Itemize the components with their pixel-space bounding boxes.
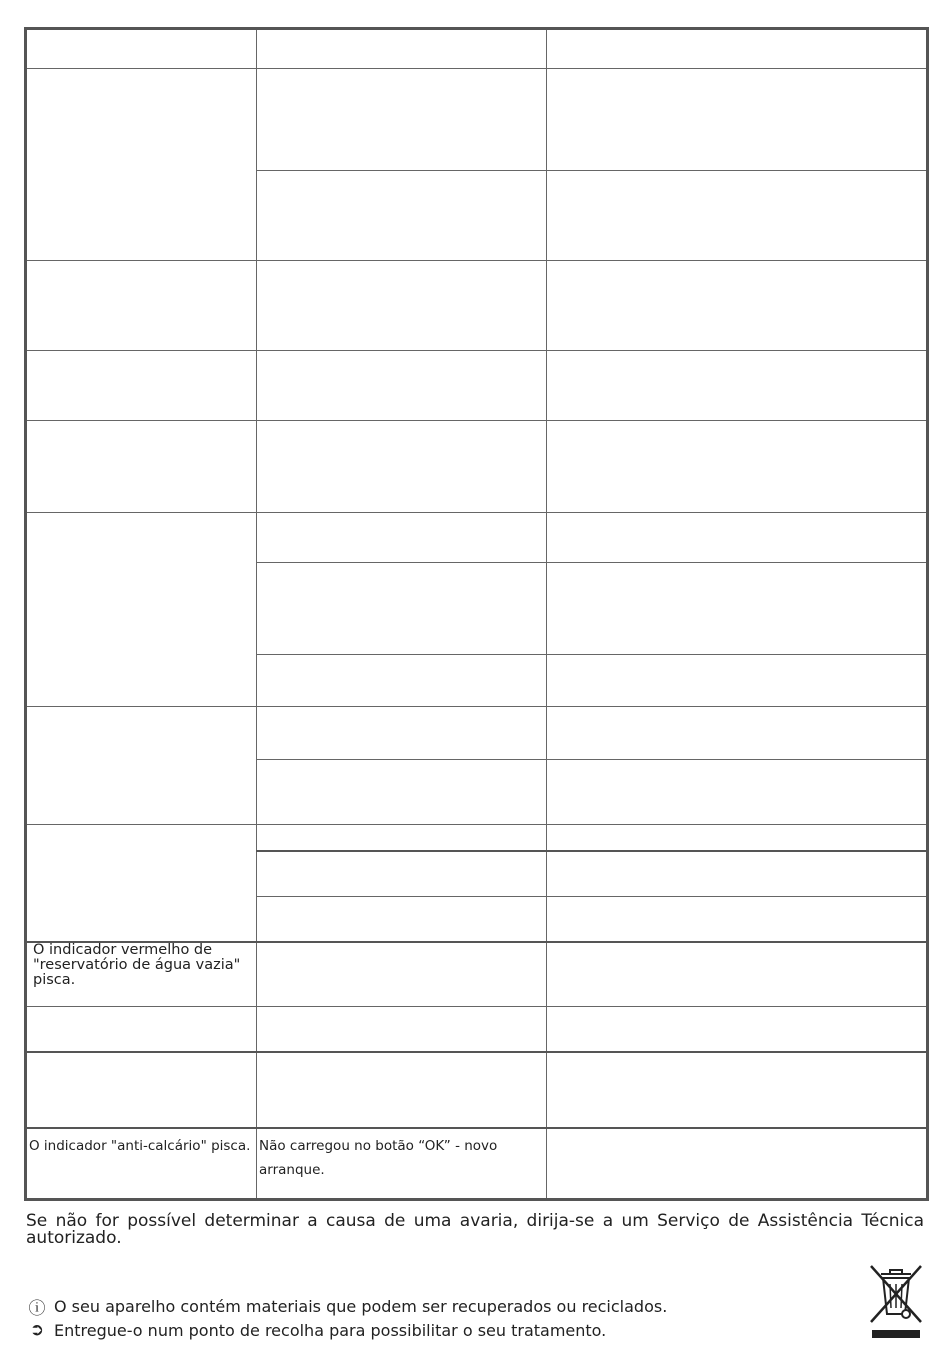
- arrow-icon: ➲: [29, 1320, 45, 1340]
- problem-cell-anti-calcario: O indicador "anti-calcário" pisca.: [29, 1138, 251, 1154]
- sub-row-divider: [256, 850, 926, 852]
- sub-row-divider: [256, 562, 926, 563]
- troubleshooting-table: [24, 27, 929, 1201]
- row-divider: [27, 1127, 926, 1129]
- sub-row-divider: [256, 759, 926, 760]
- crossed-bin-icon: [866, 1260, 926, 1340]
- row-divider: [27, 260, 926, 261]
- row-divider: [27, 1006, 926, 1007]
- service-note: Se não for possível determinar a causa de uma avaria, dirija-se a um Serviço de Assistência Técnica autorizado.: [26, 1211, 924, 1248]
- row-divider: [27, 1051, 926, 1053]
- row-divider: [27, 350, 926, 351]
- sub-row-divider: [256, 170, 926, 171]
- cause-cell-anti-calcario: Não carregou no botão “OK” - novo arranque.: [259, 1138, 498, 1178]
- recycling-info: [28, 1294, 667, 1319]
- sub-row-divider: [256, 896, 926, 897]
- problem-cell-water-tank: O indicador vermelho de "reservatório de água vazia" pisca.: [33, 942, 241, 988]
- info-icon: ⓘ: [28, 1299, 46, 1319]
- row-divider: [27, 824, 926, 825]
- row-divider: [27, 706, 926, 707]
- row-divider: [27, 512, 926, 513]
- row-divider: [27, 420, 926, 421]
- recycling-info-text: O seu aparelho contém materiais que podem ser recuperados ou reciclados.: [54, 1297, 668, 1316]
- sub-row-divider: [256, 654, 926, 655]
- column-divider-1: [256, 30, 257, 1198]
- header-row-divider: [27, 68, 926, 69]
- collection-info: [28, 1320, 606, 1340]
- collection-info-text: Entregue-o num ponto de recolha para possibilitar o seu tratamento.: [54, 1320, 607, 1340]
- column-divider-2: [546, 30, 547, 1198]
